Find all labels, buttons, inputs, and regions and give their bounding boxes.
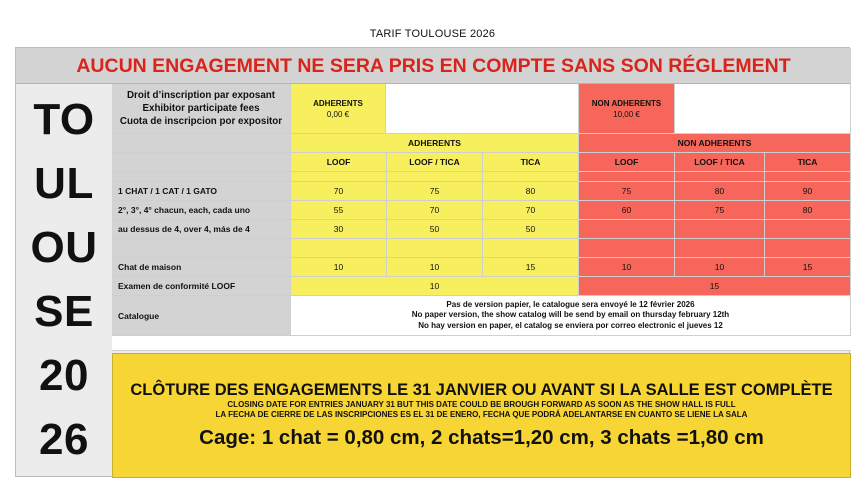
adherents-fee-label: ADHERENTS bbox=[313, 98, 363, 108]
column-header: TICA bbox=[765, 153, 851, 172]
vertical-title-part: SE bbox=[34, 287, 94, 336]
examen-non-adherents-price: 15 bbox=[579, 277, 851, 296]
entry-fee-label bbox=[112, 84, 291, 134]
entry-fee-label-fr: Droit d’inscription par exposant bbox=[126, 90, 276, 101]
vertical-title bbox=[16, 84, 112, 478]
price-cell bbox=[765, 239, 851, 258]
entry-fee-label-en: Exhibitor participate fees bbox=[142, 103, 260, 114]
price-cell bbox=[675, 220, 765, 239]
spacer-row bbox=[112, 172, 291, 182]
price-cell bbox=[765, 220, 851, 239]
price-cell: 30 bbox=[291, 220, 387, 239]
price-cell: 15 bbox=[765, 258, 851, 277]
column-header: LOOF bbox=[579, 153, 675, 172]
row-label: 2°, 3°, 4° chacun, each, cada uno bbox=[112, 201, 291, 220]
non-adherents-fee-value: 10,00 € bbox=[613, 109, 640, 119]
price-cell: 75 bbox=[579, 182, 675, 201]
spacer-row bbox=[675, 172, 765, 182]
entry-fee-label-es: Cuota de inscripcion por expositor bbox=[119, 116, 283, 127]
fee-spacer bbox=[386, 84, 579, 134]
vertical-title-part: UL bbox=[34, 159, 94, 208]
adherents-fee bbox=[291, 84, 386, 134]
price-cell: 55 bbox=[291, 201, 387, 220]
price-cell: 80 bbox=[765, 201, 851, 220]
price-cell: 75 bbox=[387, 182, 483, 201]
price-cell bbox=[291, 239, 387, 258]
cage-size-info: Cage: 1 chat = 0,80 cm, 2 chats=1,20 cm, 3 chats =1,80 cm bbox=[199, 425, 764, 449]
price-cell bbox=[675, 239, 765, 258]
catalogue-label: Catalogue bbox=[112, 296, 291, 336]
non-adherents-fee-label: NON ADHERENTS bbox=[591, 98, 662, 108]
closing-line-en: CLOSING DATE FOR ENTRIES JANUARY 31 BUT THIS DATE COULD BE BROUGH FORWARD AS SOON AS THE SHOW HALL IS FULL bbox=[227, 399, 736, 409]
header-blank bbox=[112, 134, 291, 153]
catalogue-line-fr: Pas de version papier, le catalogue sera envoyé le 12 février 2026 bbox=[446, 299, 695, 309]
spacer-row bbox=[765, 172, 851, 182]
price-cell: 90 bbox=[765, 182, 851, 201]
price-cell: 10 bbox=[387, 258, 483, 277]
tariff-panel bbox=[15, 47, 850, 477]
spacer-row bbox=[579, 172, 675, 182]
spacer-row bbox=[387, 172, 483, 182]
price-cell: 80 bbox=[483, 182, 579, 201]
price-cell bbox=[483, 239, 579, 258]
fee-spacer bbox=[675, 84, 851, 134]
vertical-title-part: OU bbox=[30, 223, 98, 272]
vertical-title-part: 26 bbox=[39, 415, 89, 464]
price-cell: 60 bbox=[579, 201, 675, 220]
row-label: au dessus de 4, over 4, más de 4 bbox=[112, 220, 291, 239]
column-header: LOOF bbox=[291, 153, 387, 172]
vertical-title-part: TO bbox=[33, 95, 95, 144]
price-cell bbox=[579, 220, 675, 239]
price-cell: 50 bbox=[387, 220, 483, 239]
price-cell: 70 bbox=[291, 182, 387, 201]
row-label: 1 CHAT / 1 CAT / 1 GATO bbox=[112, 182, 291, 201]
closing-notice bbox=[112, 353, 851, 478]
examen-label: Examen de conformité LOOF bbox=[112, 277, 291, 296]
examen-adherents-price: 10 bbox=[291, 277, 579, 296]
row-label: Chat de maison bbox=[112, 258, 291, 277]
price-cell: 10 bbox=[675, 258, 765, 277]
column-header: LOOF / TICA bbox=[387, 153, 483, 172]
price-cell bbox=[387, 239, 483, 258]
price-cell bbox=[579, 239, 675, 258]
header-blank bbox=[112, 153, 291, 172]
payment-warning-headline: AUCUN ENGAGEMENT NE SERA PRIS EN COMPTE SANS SON RÉGLEMENT bbox=[16, 48, 851, 84]
catalogue-info bbox=[291, 296, 851, 336]
price-cell: 10 bbox=[579, 258, 675, 277]
column-header: TICA bbox=[483, 153, 579, 172]
document-title: TARIF TOULOUSE 2026 bbox=[369, 28, 496, 40]
row-label bbox=[112, 239, 291, 258]
tariff-table bbox=[112, 84, 851, 349]
vertical-title-part: 20 bbox=[39, 351, 89, 400]
non-adherents-fee bbox=[579, 84, 675, 134]
adherents-fee-value: 0,00 € bbox=[326, 109, 350, 119]
price-cell: 70 bbox=[387, 201, 483, 220]
price-cell: 10 bbox=[291, 258, 387, 277]
adherents-group-header: ADHERENTS bbox=[291, 134, 579, 153]
price-cell: 70 bbox=[483, 201, 579, 220]
price-cell: 15 bbox=[483, 258, 579, 277]
spacer-row bbox=[112, 336, 851, 351]
column-header: LOOF / TICA bbox=[675, 153, 765, 172]
closing-line-es: LA FECHA DE CIERRE DE LAS INSCRIPCIONES ES EL 31 DE ENERO, FECHA QUE PODRÁ ADELANTARSE EN CUANTO SE LIENE LA SALA bbox=[215, 410, 748, 419]
catalogue-line-es: No hay version en paper, el catalog se enviera por correo electronic el jueves 12 bbox=[418, 320, 723, 330]
price-cell: 50 bbox=[483, 220, 579, 239]
price-cell: 75 bbox=[675, 201, 765, 220]
non-adherents-group-header: NON ADHERENTS bbox=[579, 134, 851, 153]
spacer-row bbox=[483, 172, 579, 182]
catalogue-line-en: No paper version, the show catalog will be send by email on thursday february 12th bbox=[411, 310, 730, 320]
closing-headline: CLÔTURE DES ENGAGEMENTS LE 31 JANVIER OU AVANT SI LA SALLE EST COMPLÈTE bbox=[130, 380, 833, 399]
spacer-row bbox=[291, 172, 387, 182]
price-cell: 80 bbox=[675, 182, 765, 201]
